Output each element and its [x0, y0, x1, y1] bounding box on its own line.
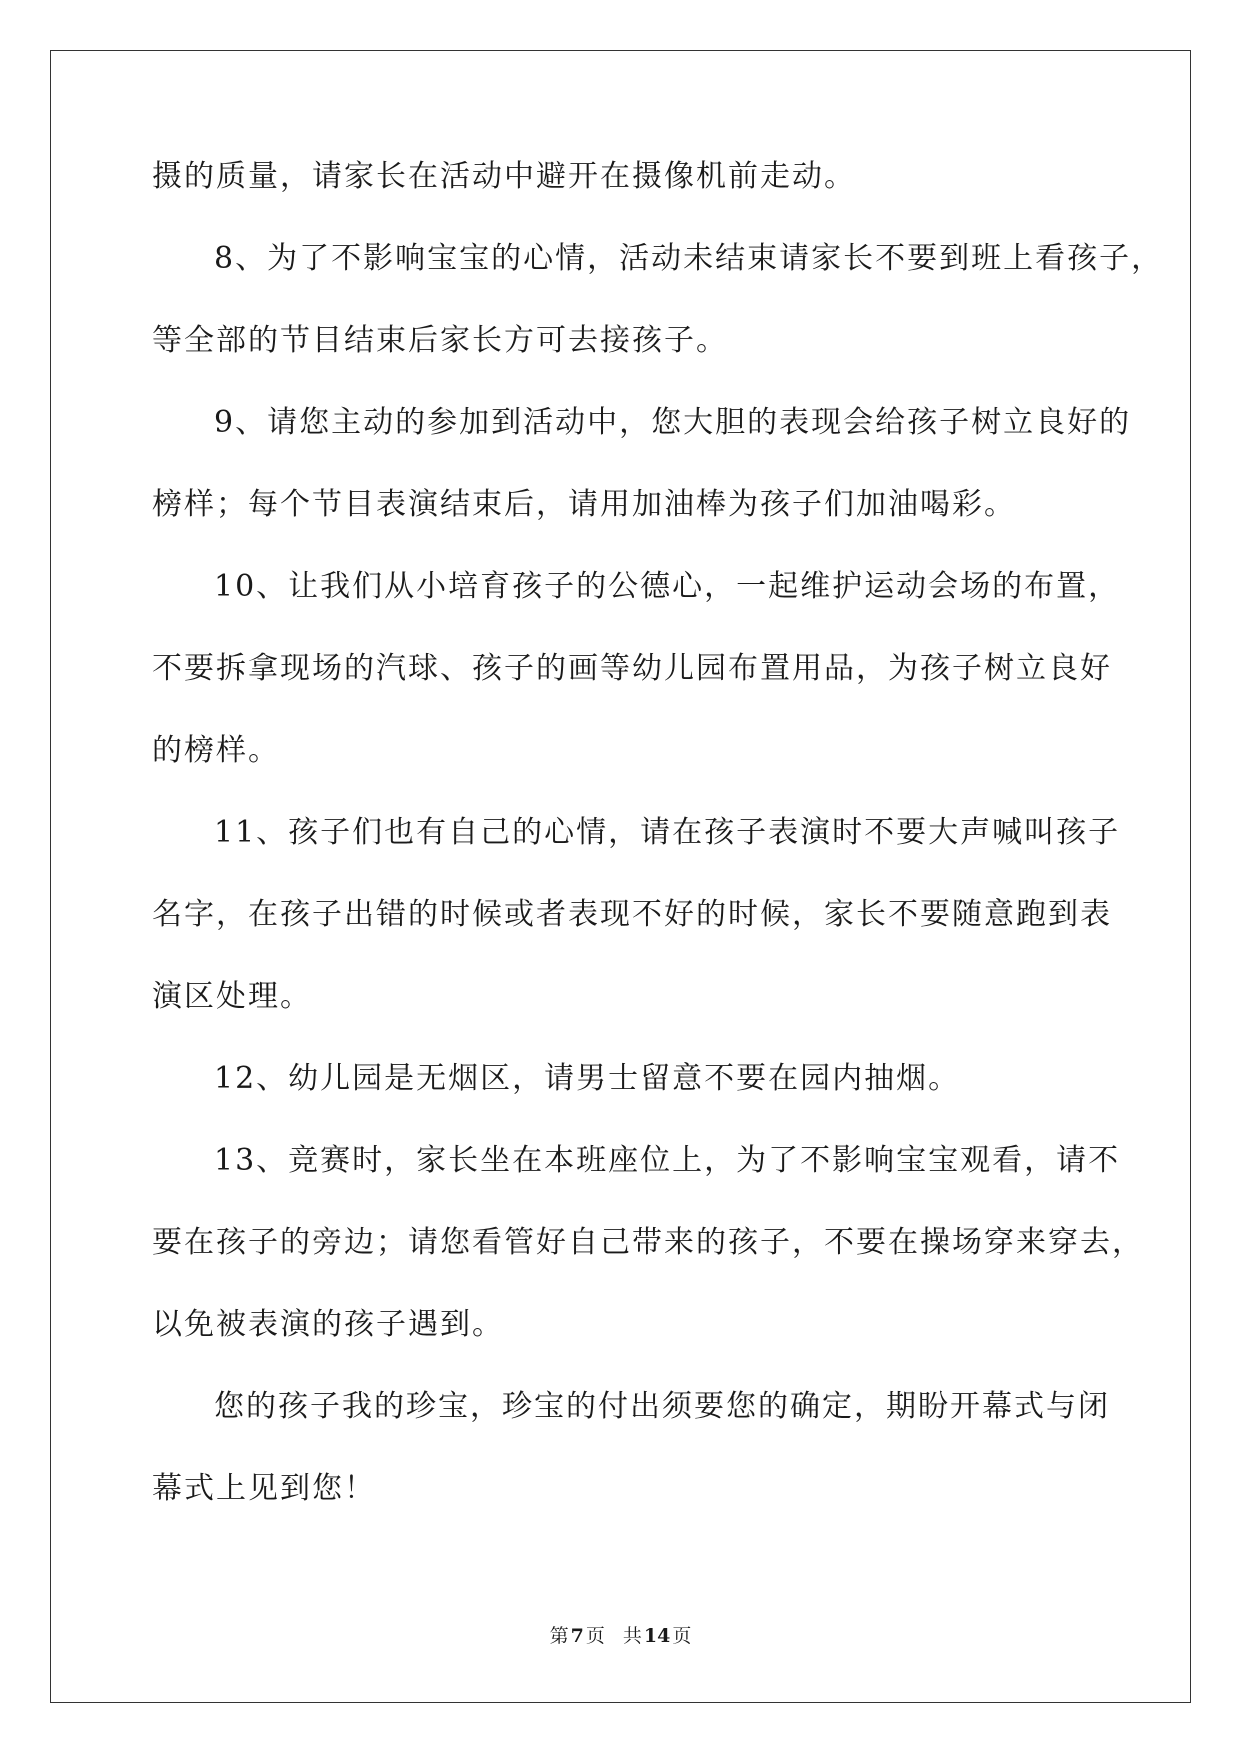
text-line: 榜样；每个节目表演结束后，请用加油棒为孩子们加油喝彩。 [152, 487, 1016, 522]
footer-total-prefix: 共 [622, 1625, 642, 1647]
text-line: 的榜样。 [152, 733, 280, 768]
current-page-number: 7 [570, 1625, 584, 1647]
text-line: 要在孩子的旁边；请您看管好自己带来的孩子，不要在操场穿来穿去， [152, 1225, 1144, 1260]
page-footer [0, 1624, 1241, 1648]
text-line: 8、为了不影响宝宝的心情，活动未结束请家长不要到班上看孩子， [214, 241, 1164, 276]
footer-page-suffix: 页 [585, 1625, 605, 1647]
text-line: 名字，在孩子出错的时候或者表现不好的时候，家长不要随意跑到表 [152, 897, 1112, 932]
text-line: 您的孩子我的珍宝，珍宝的付出须要您的确定，期盼开幕式与闭 [214, 1389, 1110, 1424]
footer-total-suffix: 页 [672, 1625, 692, 1647]
text-line: 幕式上见到您！ [152, 1471, 376, 1506]
text-line: 12、幼儿园是无烟区，请男士留意不要在园内抽烟。 [214, 1061, 961, 1096]
text-line: 摄的质量，请家长在活动中避开在摄像机前走动。 [152, 159, 856, 194]
text-line: 演区处理。 [152, 979, 312, 1014]
text-line: 11、孩子们也有自己的心情，请在孩子表演时不要大声喊叫孩子 [214, 815, 1121, 850]
document-body [152, 159, 1164, 1554]
text-line: 以免被表演的孩子遇到。 [152, 1307, 504, 1342]
text-line: 9、请您主动的参加到活动中，您大胆的表现会给孩子树立良好的 [214, 405, 1132, 440]
text-line: 等全部的节目结束后家长方可去接孩子。 [152, 323, 728, 358]
text-line: 10、让我们从小培育孩子的公德心，一起维护运动会场的布置， [214, 569, 1121, 604]
text-line: 不要拆拿现场的汽球、孩子的画等幼儿园布置用品，为孩子树立良好 [152, 651, 1112, 686]
footer-prefix: 第 [549, 1625, 569, 1647]
text-line: 13、竞赛时，家长坐在本班座位上，为了不影响宝宝观看，请不 [214, 1143, 1121, 1178]
total-pages-number: 14 [643, 1625, 671, 1647]
